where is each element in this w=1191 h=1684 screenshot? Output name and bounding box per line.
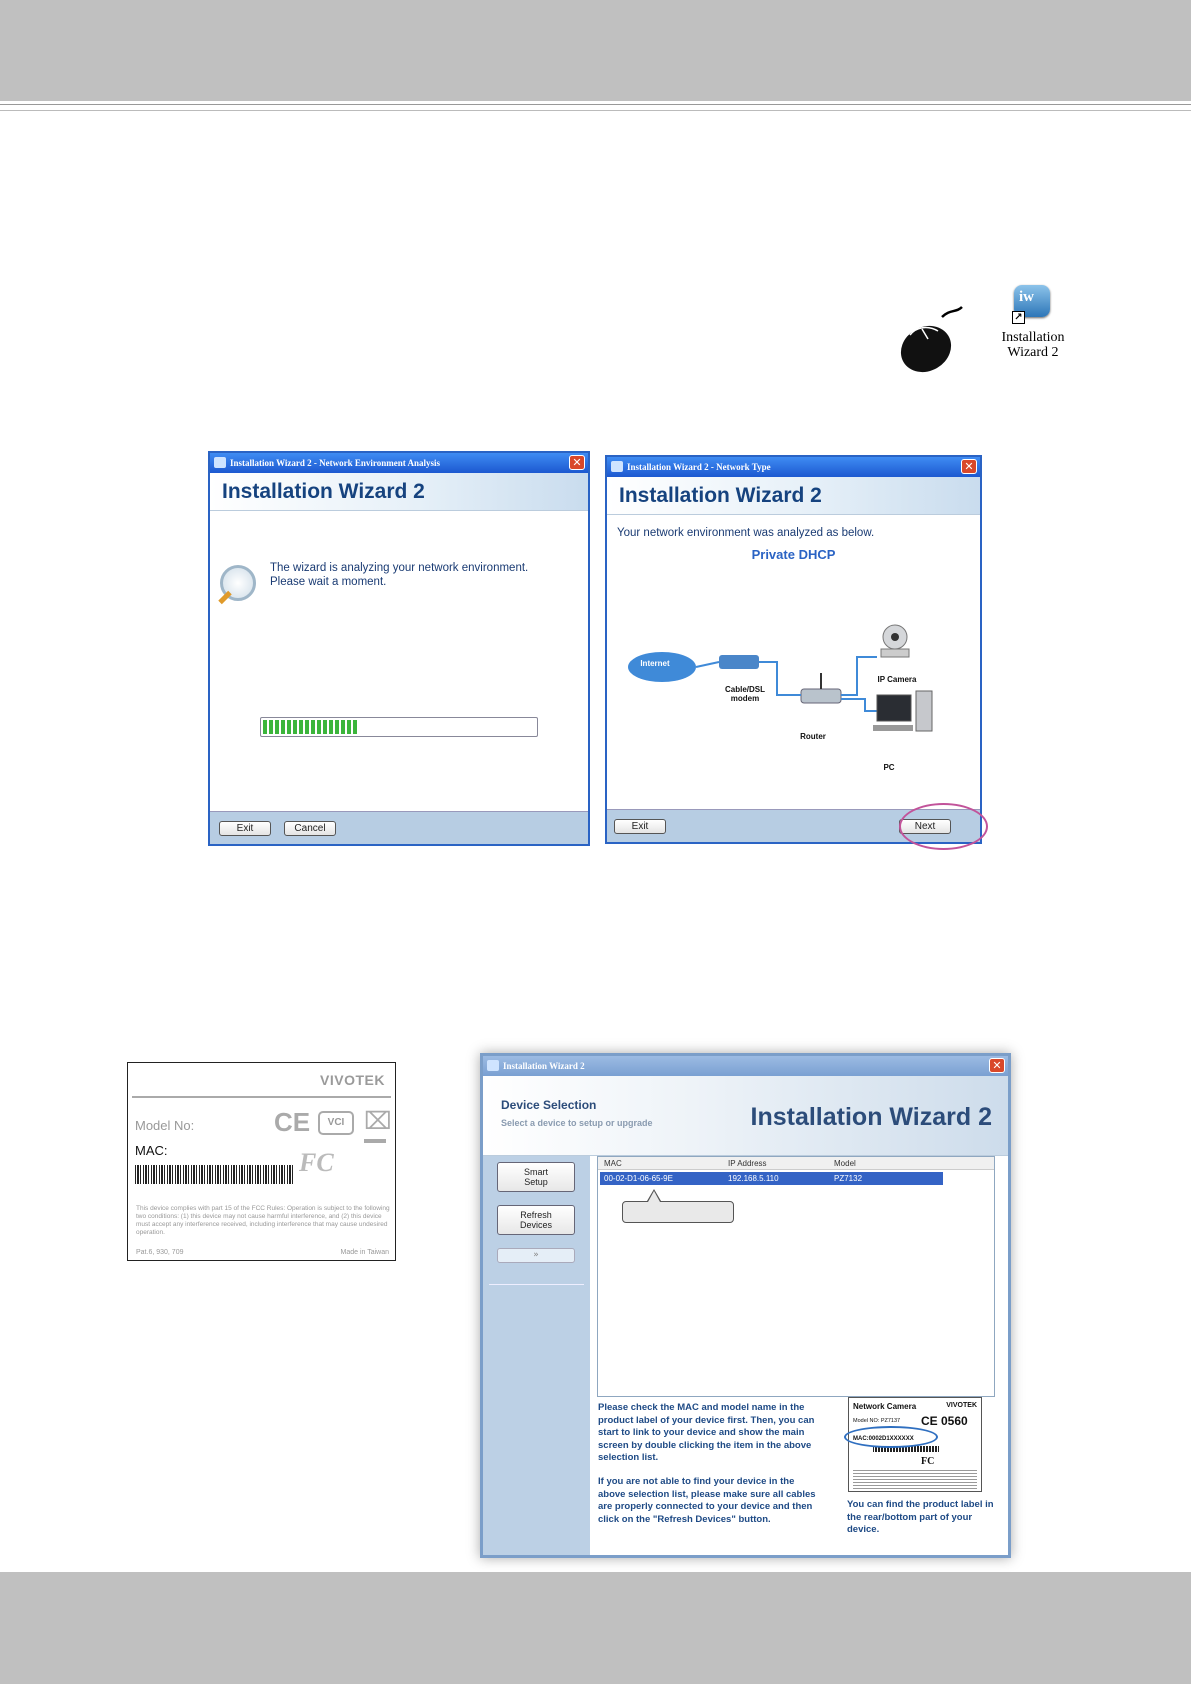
weee-bar — [364, 1139, 386, 1143]
close-icon[interactable]: ✕ — [569, 455, 585, 470]
column-ip-address[interactable]: IP Address — [728, 1159, 767, 1168]
column-model[interactable]: Model — [834, 1159, 856, 1168]
mini-label-brand: VIVOTEK — [946, 1402, 977, 1409]
progress-fill — [263, 720, 358, 734]
exit-button[interactable]: Exit — [219, 821, 271, 836]
column-mac[interactable]: MAC — [604, 1159, 622, 1168]
smart-setup-button[interactable] — [497, 1162, 575, 1192]
page-footer-band — [0, 1572, 1191, 1684]
mini-label-model: Model NO: PZ7137 — [853, 1418, 901, 1424]
analysis-result-message: Your network environment was analyzed as below. — [617, 527, 875, 539]
window-icon — [611, 461, 623, 472]
router-label: Router — [800, 732, 826, 741]
next-button-highlight-ring — [899, 803, 988, 850]
mini-label-fc: FC — [921, 1456, 935, 1467]
header-divider-thin — [0, 110, 1191, 111]
modem-label-line2: modem — [730, 694, 760, 703]
window-title: Installation Wizard 2 — [503, 1061, 585, 1071]
brand-logo: VIVOTEK — [320, 1072, 385, 1088]
exit-button[interactable]: Exit — [614, 819, 666, 834]
network-diagram — [627, 617, 967, 767]
product-label — [127, 1062, 396, 1261]
instructions-refresh: If you are not able to find your device in the above selection list, please make sure all cables are properly connected to your device and then click on the "Refresh Devices" button. — [598, 1476, 816, 1525]
mini-label-title: Network Camera — [853, 1402, 917, 1411]
banner-title: Installation Wizard 2 — [222, 480, 425, 503]
wizard-banner — [607, 477, 980, 515]
pc-monitor-icon — [877, 695, 911, 721]
model-number-label: Model No: — [135, 1118, 195, 1133]
refresh-devices-button[interactable] — [497, 1205, 575, 1235]
message-line2: Please wait a moment. — [270, 576, 387, 588]
link-internet-modem — [696, 662, 719, 667]
ip-camera-label: IP Camera — [877, 675, 917, 684]
window-icon — [214, 457, 226, 468]
weee-bin-icon: ⌧ — [364, 1107, 392, 1135]
modem-label-line1: Cable/DSL — [724, 685, 765, 694]
desktop-icon-label-line2: Wizard 2 — [1007, 345, 1059, 360]
ce-mark-icon: CE — [274, 1107, 311, 1137]
wizard-banner — [483, 1076, 1008, 1156]
section-title: Device Selection — [501, 1098, 597, 1112]
callout-pointer-fill — [648, 1191, 660, 1202]
app-icon-glyph: iw — [1019, 289, 1034, 305]
modem-label — [715, 685, 775, 703]
mini-label-ce: CE 0560 — [921, 1414, 968, 1428]
patent-number: Pat.6, 930, 709 — [136, 1249, 184, 1256]
next-button[interactable]: Next — [899, 819, 951, 834]
refresh-line1: Refresh — [520, 1210, 552, 1220]
made-in-text: Made in Taiwan — [340, 1249, 389, 1256]
title-bar — [607, 457, 980, 477]
message-line1: The wizard is analyzing your network environment. — [270, 562, 529, 574]
link-router-pc — [841, 699, 877, 711]
mac-highlight-ring — [844, 1426, 938, 1448]
smart-setup-line1: Smart — [523, 1167, 548, 1177]
pc-label: PC — [883, 763, 895, 772]
analysis-window — [208, 451, 590, 846]
expand-chevron-button[interactable]: » — [497, 1248, 575, 1263]
vci-mark-icon: VCI — [318, 1111, 354, 1135]
title-bar — [483, 1056, 1008, 1076]
callout-box — [622, 1201, 734, 1223]
network-type-window — [605, 455, 982, 844]
progress-bar — [260, 717, 538, 737]
pc-tower-icon — [916, 691, 932, 731]
close-icon[interactable]: ✕ — [961, 459, 977, 474]
cancel-button[interactable]: Cancel — [284, 821, 336, 836]
network-type-name: Private DHCP — [751, 547, 836, 562]
row-mac: 00-02-D1-06-65-9E — [604, 1174, 673, 1183]
page-header-band — [0, 0, 1191, 101]
mini-label-fine-print — [853, 1468, 977, 1490]
fcc-compliance-text: This device complies with part 15 of the FCC Rules: Operation is subject to the following two conditions: (1) this device may not cause harmful interference, and (2) this device must accept any interference received, including interference that may cause undesired operation. — [136, 1205, 390, 1236]
desktop-icon-label[interactable] — [990, 330, 1076, 360]
shortcut-arrow-icon: ↗ — [1012, 311, 1025, 324]
wizard-banner — [210, 473, 588, 511]
internet-label: Internet — [640, 659, 670, 668]
row-ip: 192.168.5.110 — [728, 1174, 779, 1183]
sidebar — [483, 1156, 590, 1555]
mouse-icon — [898, 305, 964, 377]
header-divider — [0, 104, 1191, 105]
banner-title: Installation Wizard 2 — [619, 484, 822, 507]
device-list[interactable] — [597, 1156, 995, 1397]
find-label-text: You can find the product label in the rear/bottom part of your device. — [847, 1499, 994, 1535]
title-bar — [210, 453, 588, 473]
smart-setup-line2: Setup — [524, 1177, 548, 1187]
mac-address-label: MAC: — [135, 1143, 168, 1158]
desktop-icon-label-line1: Installation — [1001, 330, 1065, 345]
window-title: Installation Wizard 2 - Network Type — [627, 462, 771, 472]
instructions-check-mac: Please check the MAC and model name in the product label of your device first. Then, you can start to link to your device and show the main screen by double clicking the item in the above selection list. — [598, 1402, 815, 1463]
window-title: Installation Wizard 2 - Network Environment Analysis — [230, 458, 441, 468]
fcc-logo-icon: FC — [299, 1148, 334, 1177]
label-divider — [132, 1096, 391, 1098]
mini-label-mac: MAC:0002D1XXXXXX — [853, 1436, 914, 1442]
wizard-footer — [210, 811, 588, 844]
window-icon — [487, 1060, 499, 1071]
device-selection-window — [480, 1053, 1011, 1558]
analysis-message — [270, 561, 570, 589]
router-icon — [801, 689, 841, 703]
close-icon[interactable]: ✕ — [989, 1058, 1005, 1073]
list-header — [598, 1157, 994, 1170]
row-model: PZ7132 — [834, 1174, 863, 1183]
banner-title: Installation Wizard 2 — [750, 1103, 992, 1131]
table-row[interactable] — [600, 1172, 943, 1185]
barcode — [135, 1165, 295, 1184]
modem-icon — [719, 655, 759, 669]
sidebar-divider — [489, 1284, 584, 1285]
section-subtitle: Select a device to setup or upgrade — [501, 1118, 653, 1128]
refresh-line2: Devices — [519, 1220, 552, 1230]
